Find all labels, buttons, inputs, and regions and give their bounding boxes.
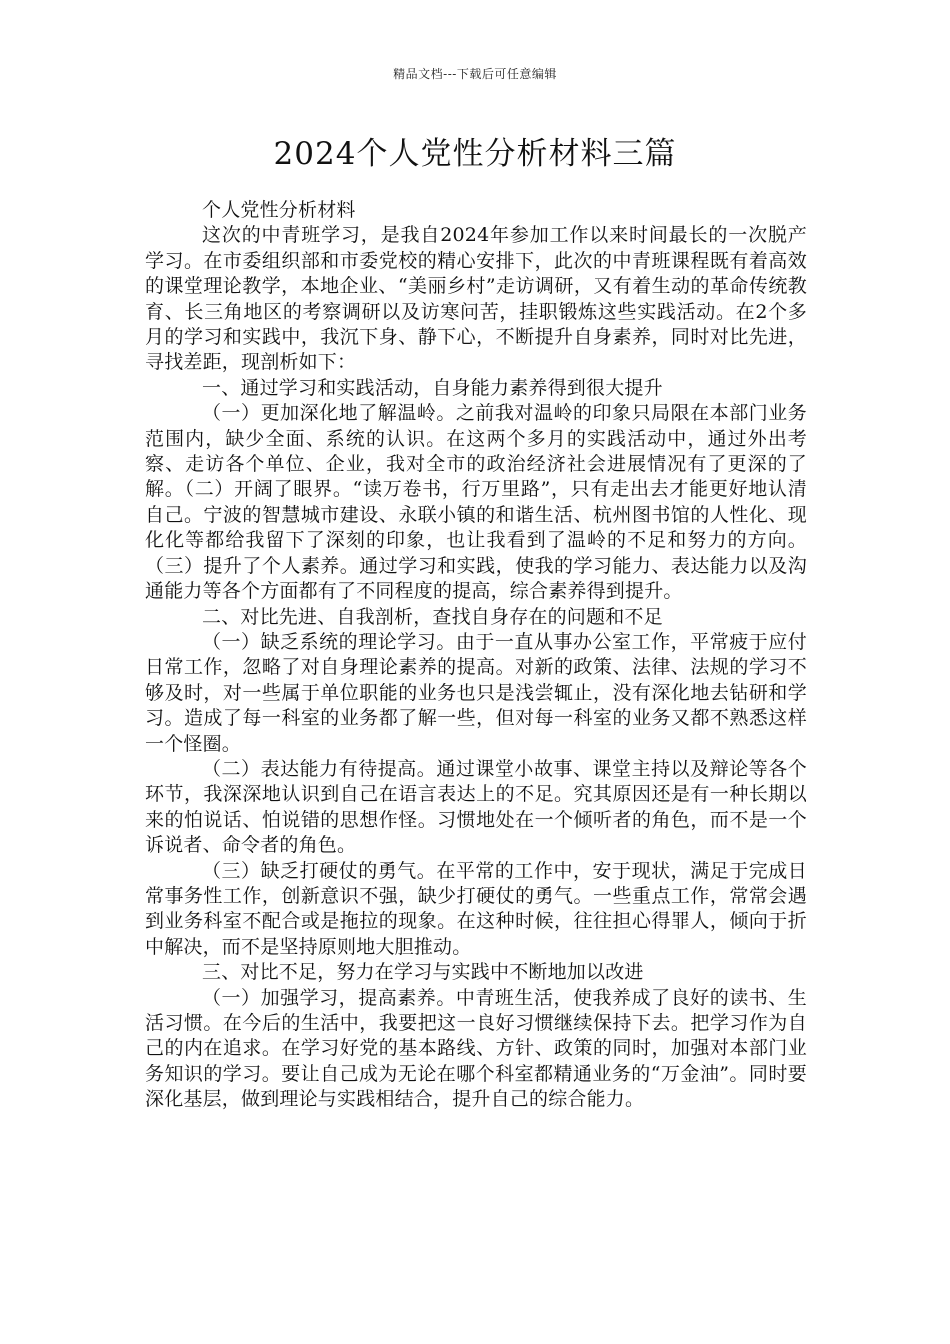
paragraph-section-2-item-2: （二）表达能力有待提高。通过课堂小故事、课堂主持以及辩论等各个环节，我深深地认识到自己在语言表达上的不足。究其原因还是有一种长期以来的怕说话、怕说错的思想作怪。习惯地处在一个倾听者的角色，而不是一个诉说者、命令者的角色。 (145, 757, 807, 857)
paragraph-intro: 这次的中青班学习，是我自2024年参加工作以来时间最长的一次脱产学习。在市委组织部和市委党校的精心安排下，此次的中青班课程既有着高效的课堂理论教学，本地企业、“美丽乡村”走访调研，又有着生动的革命传统教育、长三角地区的考察调研以及访寒问苦，挂职锻炼这些实践活动。在2个多月的学习和实践中，我沉下身、静下心，不断提升自身素养，同时对比先进，寻找差距，现剖析如下： (145, 224, 807, 374)
paragraph-section-2-item-1: （一）缺乏系统的理论学习。由于一直从事办公室工作，平常疲于应付日常工作，忽略了对自身理论素养的提高。对新的政策、法律、法规的学习不够及时，对一些属于单位职能的业务也只是浅尝辄止，没有深化地去钻研和学习。造成了每一科室的业务都了解一些，但对每一科室的业务又都不熟悉这样一个怪圈。 (145, 630, 807, 755)
section-heading-2: 二、对比先进、自我剖析，查找自身存在的问题和不足 (202, 605, 663, 628)
section-heading-3: 三、对比不足，努力在学习与实践中不断地加以改进 (202, 961, 644, 984)
paragraph-section-3-item-1: （一）加强学习，提高素养。中青班生活，使我养成了良好的读书、生活习惯。在今后的生活中，我要把这一良好习惯继续保持下去。把学习作为自己的内在追求。在学习好党的基本路线、方针、政策的同时，加强对本部门业务知识的学习。要让自己成为无论在哪个科室都精通业务的“万金油”。同时要深化基层，做到理论与实践相结合，提升自己的综合能力。 (145, 986, 807, 1111)
section-heading-1: 一、通过学习和实践活动，自身能力素养得到很大提升 (202, 376, 663, 399)
document-body (145, 198, 807, 1113)
section-subtitle: 个人党性分析材料 (202, 199, 356, 221)
document-title: 2024个人党性分析材料三篇 (273, 136, 677, 172)
paragraph-section-2-item-3: （三）缺乏打硬仗的勇气。在平常的工作中，安于现状，满足于完成日常事务性工作，创新意识不强，缺少打硬仗的勇气。一些重点工作，常常会遇到业务科室不配合或是拖拉的现象。在这种时候，往往担心得罪人，倾向于折中解决，而不是坚持原则地大胆推动。 (145, 859, 807, 958)
paragraph-section-1: （一）更加深化地了解温岭。之前我对温岭的印象只局限在本部门业务范围内，缺少全面、系统的认识。在这两个多月的实践活动中，通过外出考察、走访各个单位、企业，我对全市的政治经济社会进展情况有了更深的了解。（二）开阔了眼界。“读万卷书，行万里路”，只有走出去才能更好地认清自己。宁波的智慧城市建设、永联小镇的和谐生活、杭州图书馆的人性化、现化化等都给我留下了深刻的印象，也让我看到了温岭的不足和努力的方向。（三）提升了个人素养。通过学习和实践，使我的学习能力、表达能力以及沟通能力等各个方面都有了不同程度的提高，综合素养得到提升。 (145, 402, 807, 603)
header-note: 精品文档---下载后可任意编辑 (393, 67, 557, 81)
